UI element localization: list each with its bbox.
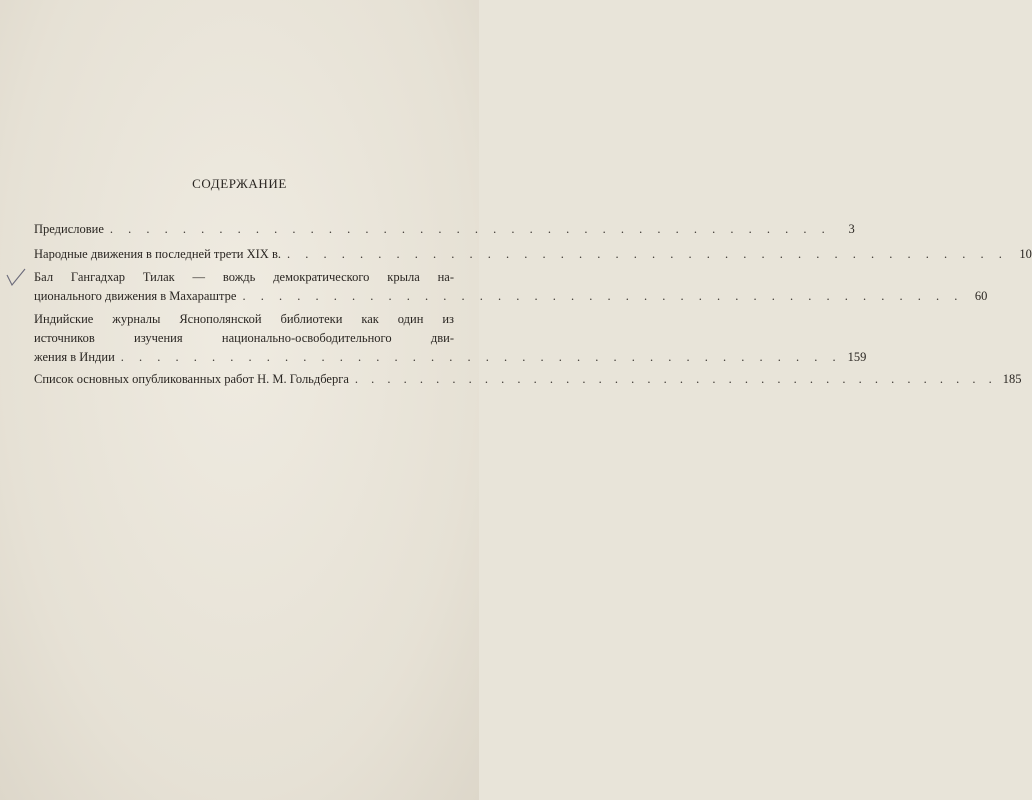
toc-leader-dots: . . . . . . . . . . . . . . . . . . . . . . . . . . . . . . . . . . . . . . . . — [120, 350, 842, 364]
toc-entry-tilak[interactable] — [34, 268, 988, 306]
toc-entry-text: жения в Индии — [34, 350, 115, 364]
toc-title: СОДЕРЖАНИЕ — [192, 176, 287, 191]
toc-leader-dots: . . . . . . . . . . . . . . . . . . . . . . . . . . . . . . . . . . . . . . . . — [109, 222, 831, 236]
toc-page-number: 159 — [847, 350, 867, 364]
toc-entry-bibliography[interactable] — [34, 370, 1022, 389]
toc-entry-popular-movements[interactable] — [34, 245, 1032, 264]
toc-entry-text: Бал Гангадхар Тилак — вождь демократического крыла на- — [34, 270, 454, 284]
toc-entry-text: источников изучения национально-освободительного дви- — [34, 331, 454, 345]
toc-page-number: 60 — [974, 289, 988, 303]
toc-entry-text: Народные движения в последней трети XIX в. — [34, 247, 281, 261]
toc-page-number: 3 — [848, 222, 855, 236]
toc-leader-dots: . . . . . . . . . . . . . . . . . . . . . . . . . . . . . . . . . . . . . . . . — [286, 247, 1008, 261]
toc-entry-text: Индийские журналы Яснополянской библиотеки как один из — [34, 312, 454, 326]
toc-entry-preface[interactable] — [34, 220, 855, 239]
toc-leader-dots: . . . . . . . . . . . . . . . . . . . . . . . . . . . . . . . . . . . . . . . . — [242, 289, 964, 303]
handwritten-checkmark-icon — [6, 268, 26, 288]
toc-entry-text: Предисловие — [34, 222, 104, 236]
toc-entry-yasnaya-polyana-journals[interactable] — [34, 310, 867, 367]
toc-entry-text: ционального движения в Махараштре — [34, 289, 237, 303]
toc-leader-dots: . . . . . . . . . . . . . . . . . . . . . . . . . . . . . . . . . . . . . . . . — [354, 372, 997, 386]
toc-entry-text: Список основных опубликованных работ Н. М. Гольдберга — [34, 372, 349, 386]
toc-page-number: 10 — [1019, 247, 1032, 261]
toc-page-number: 185 — [1002, 372, 1022, 386]
